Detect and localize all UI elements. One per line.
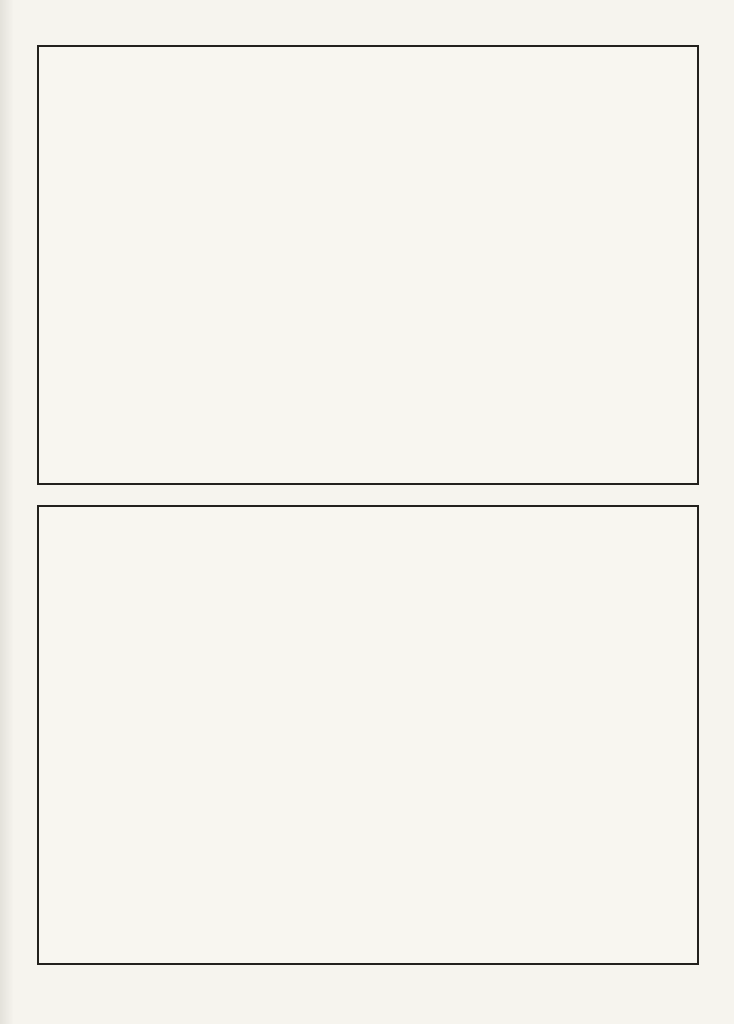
roster-table-top [37, 45, 699, 485]
roster-table-bottom [37, 505, 699, 965]
